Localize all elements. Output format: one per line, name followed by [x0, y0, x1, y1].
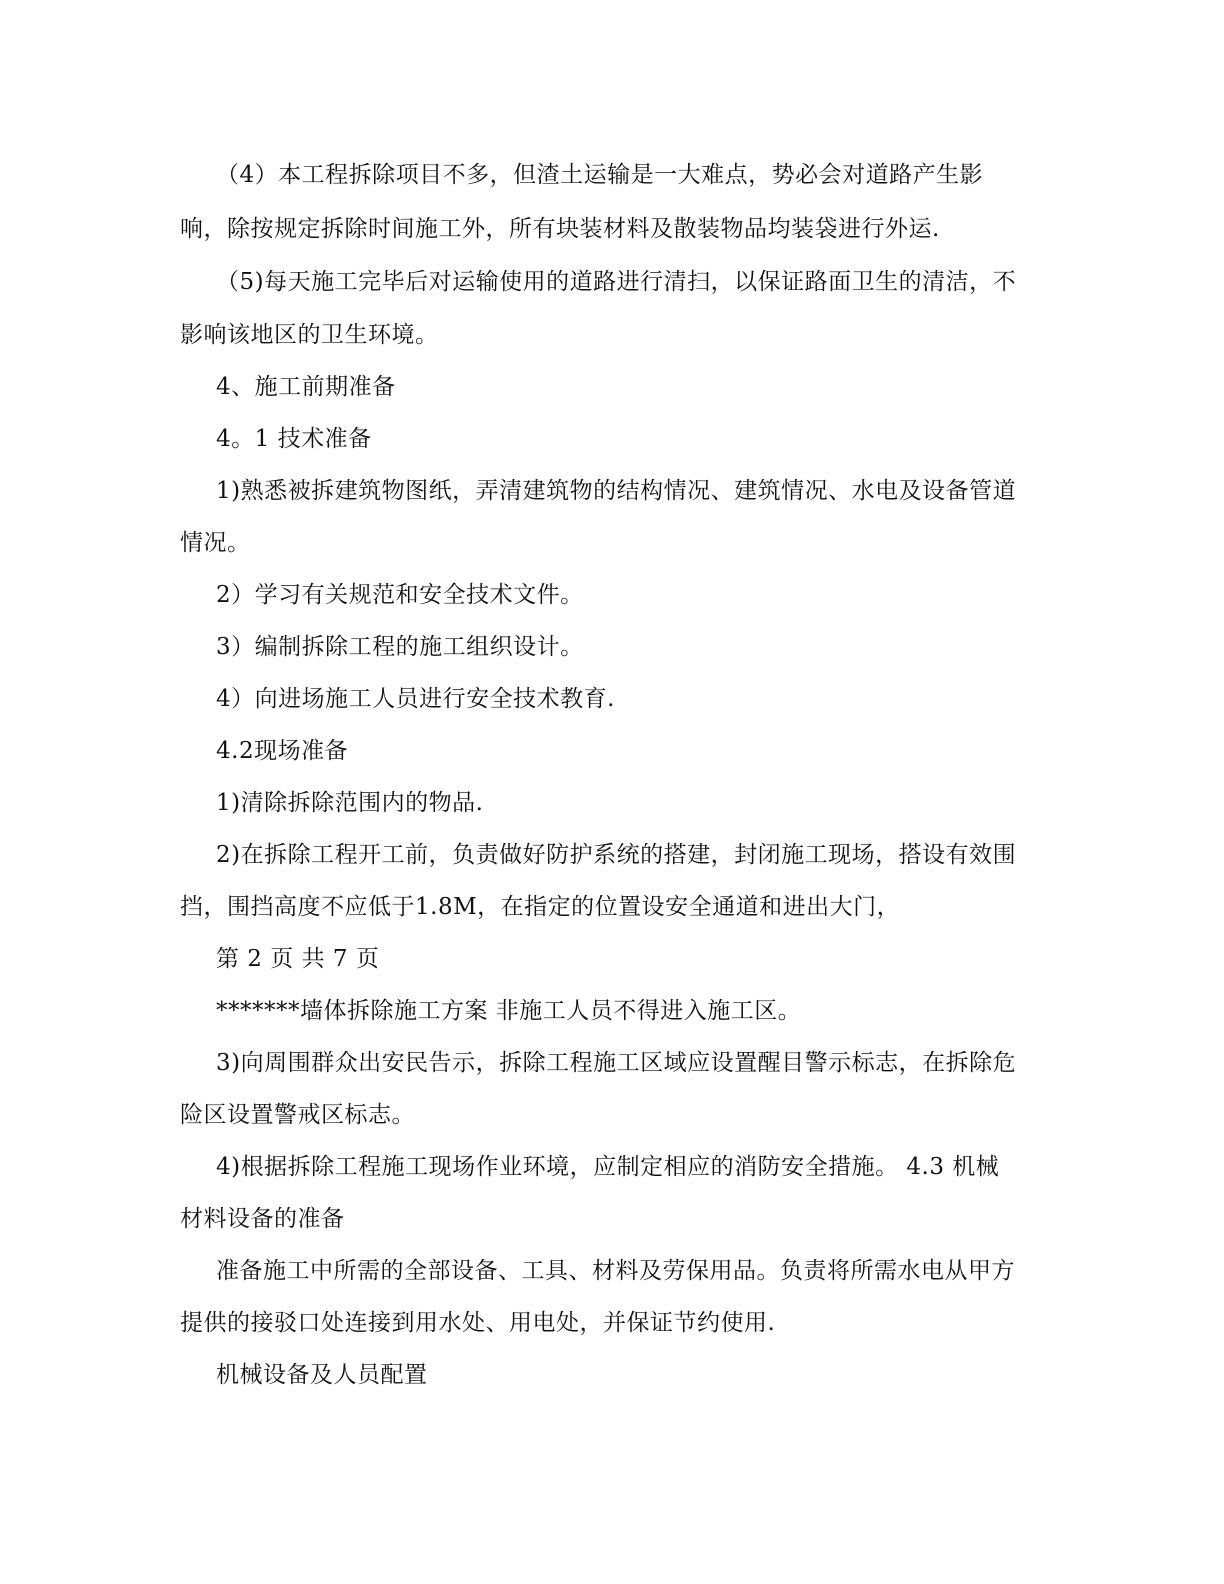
- paragraph-5-line-2: 影响该地区的卫生环境。: [180, 322, 439, 348]
- tech-item-1-line-2: 情况。: [180, 530, 251, 556]
- tech-item-4: 4）向进场施工人员进行安全技术教育.: [216, 686, 615, 712]
- site-item-4-line-2: 材料设备的准备: [180, 1206, 345, 1232]
- site-item-3-line-1: 3)向周围群众出安民告示，拆除工程施工区域应设置醒目警示标志，在拆除危: [216, 1050, 1017, 1076]
- page-footer: 第 2 页 共 7 页: [216, 946, 380, 972]
- paragraph-4-line-2: 响，除按规定拆除时间施工外，所有块装材料及散装物品均装袋进行外运.: [180, 216, 940, 242]
- page-header: *******墙体拆除施工方案 非施工人员不得进入施工区。: [216, 998, 802, 1024]
- site-item-1: 1)清除拆除范围内的物品.: [216, 790, 484, 816]
- tech-item-2: 2）学习有关规范和安全技术文件。: [216, 582, 584, 608]
- section-heading-4: 4、施工前期准备: [216, 374, 396, 400]
- subsection-heading-4-2: 4.2现场准备: [216, 738, 349, 764]
- equipment-paragraph-line-2: 提供的接驳口处连接到用水处、用电处，并保证节约使用.: [180, 1310, 776, 1336]
- site-item-3-line-2: 险区设置警戒区标志。: [180, 1102, 415, 1128]
- site-item-4-line-1: 4)根据拆除工程施工现场作业环境，应制定相应的消防安全措施。 4.3 机械: [216, 1154, 1000, 1180]
- paragraph-4-line-1: （4）本工程拆除项目不多，但渣土运输是一大难点，势必会对道路产生影: [216, 162, 984, 188]
- paragraph-5-line-1: （5)每天施工完毕后对运输使用的道路进行清扫，以保证路面卫生的清洁，不: [216, 269, 1017, 295]
- tech-item-3: 3）编制拆除工程的施工组织设计。: [216, 634, 584, 660]
- subsection-heading-4-1: 4。1 技术准备: [216, 426, 372, 452]
- tech-item-1-line-1: 1)熟悉被拆建筑物图纸，弄清建筑物的结构情况、建筑情况、水电及设备管道: [216, 478, 1017, 504]
- equipment-heading: 机械设备及人员配置: [216, 1362, 428, 1388]
- site-item-2-line-2: 挡，围挡高度不应低于1.8M，在指定的位置设安全通道和进出大门，: [180, 894, 901, 920]
- equipment-paragraph-line-1: 准备施工中所需的全部设备、工具、材料及劳保用品。负责将所需水电从甲方: [216, 1258, 1015, 1284]
- site-item-2-line-1: 2)在拆除工程开工前，负责做好防护系统的搭建，封闭施工现场，搭设有效围: [216, 842, 1017, 868]
